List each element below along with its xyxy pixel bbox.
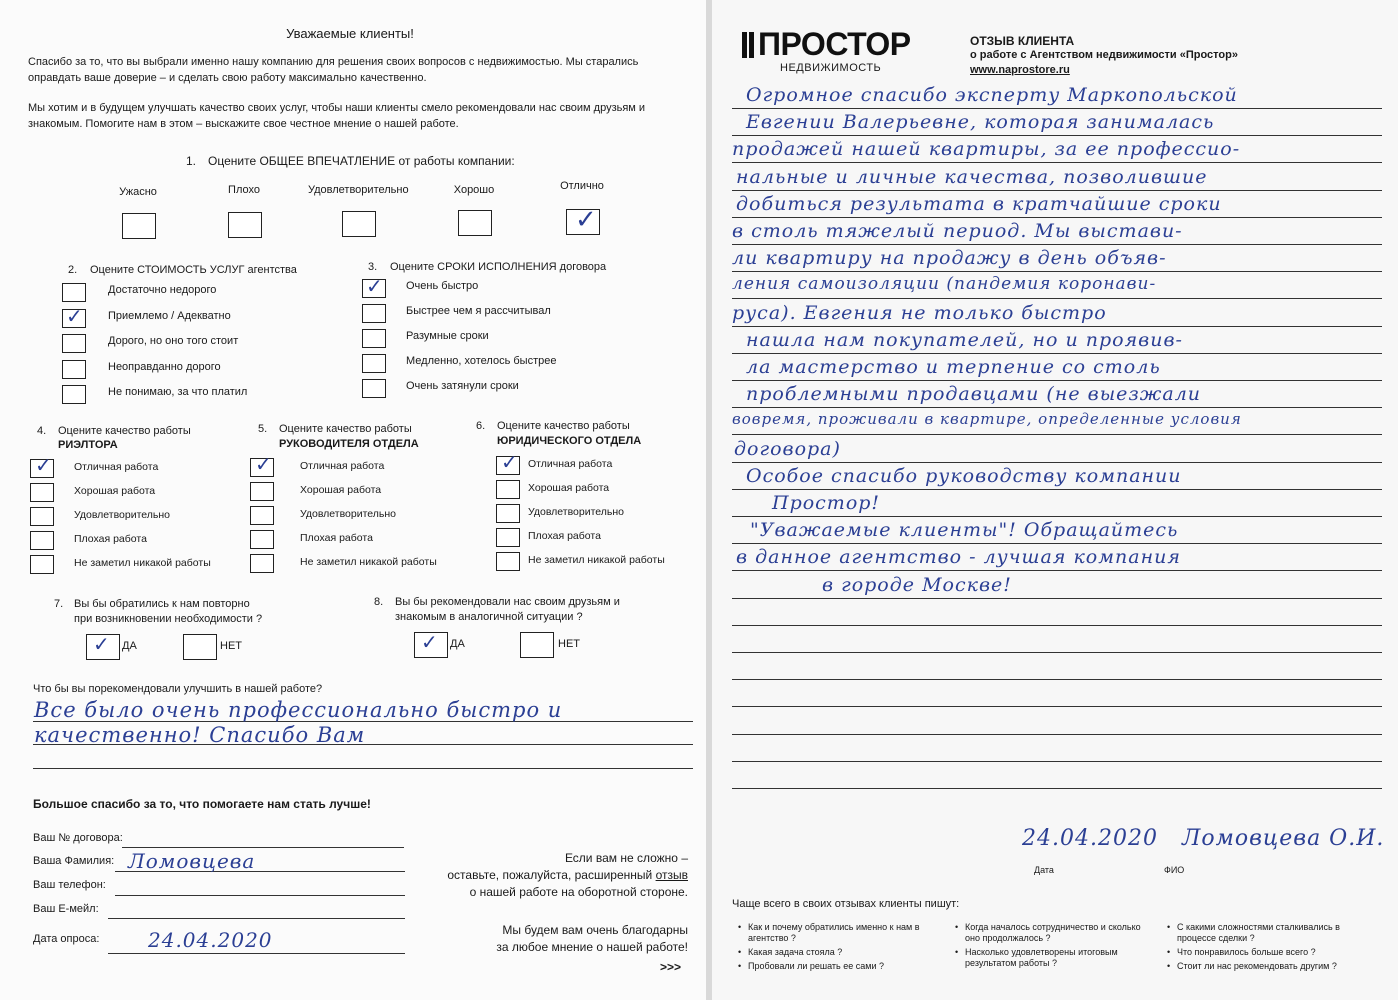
review-ruled-line xyxy=(732,271,1382,272)
review-handwritten-line[interactable]: продажей нашей квартиры, за ее профессио- xyxy=(732,138,1241,160)
review-handwritten-line[interactable]: руса). Евгения не только быстро xyxy=(732,302,1107,324)
q6-option-label: Плохая работа xyxy=(528,530,601,542)
q5-option-checkbox[interactable] xyxy=(250,482,274,501)
extended-review-note xyxy=(420,850,688,901)
grateful-line-1: Мы будем вам очень благодарны xyxy=(502,923,688,937)
review-handwritten-line[interactable]: Евгении Валерьевне, которая занималась xyxy=(746,111,1215,133)
email-field[interactable] xyxy=(108,918,405,919)
q7-yes-checkbox[interactable]: ✓ xyxy=(86,634,120,660)
review-handwritten-line[interactable]: договора) xyxy=(734,438,841,460)
q1-option-checkbox[interactable] xyxy=(342,211,376,237)
review-ruled-line xyxy=(732,761,1382,762)
q4-option-checkbox[interactable] xyxy=(30,455,54,478)
q1-option-label: Хорошо xyxy=(453,184,495,196)
improve-answer-line-2[interactable]: качественно! Спасибо Вам xyxy=(34,723,366,747)
q7-no-label: НЕТ xyxy=(220,640,242,652)
q4-option-label: Удовлетворительно xyxy=(74,509,171,521)
q5-option-checkbox[interactable] xyxy=(250,454,274,477)
review-page xyxy=(712,0,1398,1000)
check-mark-icon: ✓ xyxy=(501,452,518,474)
q1-option-label: Ужасно xyxy=(119,186,157,198)
review-handwritten-line[interactable]: вовремя, проживали в квартире, определенные условия xyxy=(732,410,1242,428)
logo-wordmark: ПРОСТОР xyxy=(758,26,911,62)
date-caption: Дата xyxy=(1034,865,1054,875)
q8-yes-checkbox[interactable]: ✓ xyxy=(414,632,448,658)
q3-option-label: Очень затянули сроки xyxy=(406,380,519,392)
q2-option-label: Не понимаю, за что платил xyxy=(108,386,248,398)
q5-option-checkbox[interactable] xyxy=(250,506,274,525)
q5-option-label: Удовлетворительно xyxy=(300,508,397,520)
q5-title: Оцените качество работы xyxy=(279,423,412,435)
review-handwritten-line[interactable]: в столь тяжелый период. Мы выстави- xyxy=(732,220,1183,242)
check-mark-icon: ✓ xyxy=(366,276,383,298)
q5-option-checkbox[interactable] xyxy=(250,554,274,573)
q2-option-checkbox[interactable] xyxy=(62,283,86,302)
footer-bullet-item: • Насколько удовлетворены итоговым результатом работы ? xyxy=(955,947,1145,969)
q3-option-label: Очень быстро xyxy=(406,280,479,292)
signature-date[interactable]: 24.04.2020 xyxy=(1022,826,1158,851)
note-line-2-text: оставьте, пожалуйста, расширенный xyxy=(447,868,653,882)
review-ruled-line xyxy=(732,734,1382,735)
q5-option-label: Плохая работа xyxy=(300,532,373,544)
thanks-line: Большое спасибо за то, что помогаете нам стать лучше! xyxy=(33,797,371,811)
review-link[interactable]: отзыв xyxy=(655,868,688,882)
q8-number: 8. xyxy=(374,596,384,608)
review-handwritten-line[interactable]: нашла нам покупателей, но и проявив- xyxy=(746,329,1183,351)
date-field[interactable]: 24.04.2020 xyxy=(148,928,273,952)
review-handwritten-line[interactable]: добиться результата в кратчайшие сроки xyxy=(736,193,1222,215)
q3-option-checkbox[interactable] xyxy=(362,304,386,323)
q8-title: Вы бы рекомендовали нас своим друзьям и xyxy=(395,596,620,608)
intro-paragraph-2: Мы хотим и в будущем улучшать качество своих услуг, чтобы наши клиенты смело рекомендовали нас своим друзьям и знакомым. Помогите нам в этом – выскажите свое честное мнение о нашей работе. xyxy=(28,102,646,130)
q3-title: Оцените СРОКИ ИСПОЛНЕНИЯ договора xyxy=(390,261,607,273)
review-ruled-line xyxy=(732,516,1382,517)
footer-bullet-item: • С какими сложностями сталкивались в процессе сделки ? xyxy=(1167,922,1357,944)
q4-option-label: Отличная работа xyxy=(74,461,159,473)
q6-title: Оцените качество работы xyxy=(497,420,630,432)
q7-title: Вы бы обратились к нам повторно xyxy=(74,598,250,610)
review-ruled-line xyxy=(732,598,1382,599)
q2-number: 2. xyxy=(68,264,78,276)
review-ruled-line xyxy=(732,380,1382,381)
review-handwritten-line[interactable]: "Уважаемые клиенты"! Обращайтесь xyxy=(750,519,1179,541)
footer-title: Чаще всего в своих отзывах клиенты пишут: xyxy=(732,898,960,910)
q1-option-label: Плохо xyxy=(228,184,260,196)
q2-option-checkbox[interactable] xyxy=(62,360,86,379)
q4-option-label: Плохая работа xyxy=(74,533,147,545)
q6-option-label: Хорошая работа xyxy=(528,482,610,494)
q7-title-2: при возникновении необходимости ? xyxy=(74,613,263,625)
check-mark-icon: ✓ xyxy=(66,305,83,328)
q6-option-label: Не заметил никакой работы xyxy=(528,554,665,566)
q4-option-label: Не заметил никакой работы xyxy=(74,557,211,569)
q2-option-checkbox[interactable] xyxy=(62,334,86,353)
q6-number: 6. xyxy=(476,420,486,432)
q3-number: 3. xyxy=(368,261,378,273)
q2-title: Оцените СТОИМОСТЬ УСЛУГ агентства xyxy=(90,264,297,276)
q6-option-checkbox[interactable] xyxy=(496,452,520,475)
q5-option-checkbox[interactable] xyxy=(250,530,274,549)
q5-option-label: Не заметил никакой работы xyxy=(300,556,437,568)
q1-title: Оцените ОБЩЕЕ ВПЕЧАТЛЕНИЕ от работы компании: xyxy=(208,154,515,168)
q3-option-checkbox[interactable] xyxy=(362,276,386,298)
review-handwritten-line[interactable]: Особое спасибо руководству компании xyxy=(746,465,1182,487)
phone-label: Ваш телефон: xyxy=(33,879,106,891)
surname-label: Ваша Фамилия: xyxy=(33,855,115,867)
review-ruled-line xyxy=(732,298,1382,299)
email-label: Ваш Е-мейл: xyxy=(33,903,99,915)
q4-option-label: Хорошая работа xyxy=(74,485,156,497)
review-handwritten-line[interactable]: ления самоизоляции (пандемия коронави- xyxy=(732,274,1157,294)
q5-number: 5. xyxy=(258,423,268,435)
review-header-subtitle: о работе с Агентством недвижимости «Простор» xyxy=(970,49,1238,61)
footer-column-2 xyxy=(955,922,1145,972)
intro-paragraph-1: Спасибо за то, что вы выбрали именно нашу компанию для решения своих вопросов с недвижимостью. Мы старались оправдать ваше доверие – и сделать свою работу максимально качественно. xyxy=(28,56,639,84)
q4-number: 4. xyxy=(37,425,47,437)
q1-number: 1. xyxy=(186,154,197,168)
q1-option-checkbox[interactable] xyxy=(228,212,262,238)
q1-option-label: Удовлетворительно xyxy=(308,184,409,196)
q2-option-label: Достаточно недорого xyxy=(108,284,217,296)
review-ruled-line xyxy=(732,407,1382,408)
review-ruled-line xyxy=(732,135,1382,136)
q4-option-checkbox[interactable] xyxy=(30,507,54,526)
contract-field[interactable] xyxy=(122,847,404,848)
review-ruled-line xyxy=(732,679,1382,680)
grateful-line-2: за любое мнение о нашей работе! xyxy=(496,940,688,954)
review-handwritten-line[interactable]: ла мастерство и терпение со столь xyxy=(746,356,1161,378)
review-handwritten-line[interactable]: нальные и личные качества, позволившие xyxy=(736,166,1208,188)
review-header-title: ОТЗЫВ КЛИЕНТА xyxy=(970,34,1075,48)
review-handwritten-line[interactable]: в городе Москве! xyxy=(822,574,1012,596)
q6-option-checkbox[interactable] xyxy=(496,504,520,523)
review-ruled-line xyxy=(732,162,1382,163)
q5-subject: РУКОВОДИТЕЛЯ ОТДЕЛА xyxy=(279,438,419,450)
q2-option-checkbox[interactable] xyxy=(62,305,86,328)
q4-option-checkbox[interactable] xyxy=(30,555,54,574)
q6-option-checkbox[interactable] xyxy=(496,480,520,499)
footer-bullet-item: • Как и почему обратились именно к нам в агентство ? xyxy=(738,922,928,944)
q2-option-label: Неоправданно дорого xyxy=(108,360,221,373)
q8-no-label: НЕТ xyxy=(558,638,580,650)
q3-option-checkbox[interactable] xyxy=(362,329,386,348)
review-ruled-line xyxy=(732,434,1382,435)
q8-title-2: знакомым в аналогичной ситуации ? xyxy=(395,611,583,623)
q1-option-checkbox[interactable] xyxy=(122,213,156,239)
review-handwritten-line[interactable]: ли квартиру на продажу в день объяв- xyxy=(732,247,1167,269)
date-label: Дата опроса: xyxy=(33,933,100,945)
q4-subject: РИЭЛТОРА xyxy=(58,439,118,451)
signature-name[interactable]: Ломовцева О.И. xyxy=(1182,826,1385,851)
q5-option-label: Хорошая работа xyxy=(300,484,382,496)
review-handwritten-line[interactable]: в данное агентство - лучшая компания xyxy=(736,546,1181,568)
review-ruled-line xyxy=(732,543,1382,544)
review-ruled-line xyxy=(732,462,1382,463)
next-arrows[interactable]: >>> xyxy=(660,960,682,974)
review-handwritten-line[interactable]: проблемными продавцами (не выезжали xyxy=(746,383,1202,405)
q2-option-label: Дорого, но оно того стоит xyxy=(108,335,239,347)
note-line-1: Если вам не сложно – xyxy=(564,851,688,865)
q2-option-label: Приемлемо / Адекватно xyxy=(108,309,231,322)
footer-column-3 xyxy=(1167,922,1357,975)
review-ruled-line xyxy=(732,570,1382,571)
review-ruled-line xyxy=(732,326,1382,327)
logo-subtitle: НЕДВИЖИМОСТЬ xyxy=(780,62,882,74)
q2-option-checkbox[interactable] xyxy=(62,385,86,404)
q4-title: Оцените качество работы xyxy=(58,425,191,437)
footer-bullet-item: • Какая задача стояла ? xyxy=(738,947,928,958)
q6-option-checkbox[interactable] xyxy=(496,552,520,571)
q3-option-checkbox[interactable] xyxy=(362,379,386,398)
q3-option-label: Медленно, хотелось быстрее xyxy=(406,355,557,367)
q4-option-checkbox[interactable] xyxy=(30,483,54,502)
q8-yes-label: ДА xyxy=(450,638,465,650)
q7-number: 7. xyxy=(54,598,64,610)
q6-option-label: Отличная работа xyxy=(528,458,613,470)
review-ruled-line xyxy=(732,244,1382,245)
q1-option-checkbox[interactable] xyxy=(566,204,600,235)
review-ruled-line xyxy=(732,652,1382,653)
footer-bullet-item: • Что понравилось больше всего ? xyxy=(1167,947,1357,958)
review-ruled-line xyxy=(732,706,1382,707)
q7-no-checkbox[interactable] xyxy=(183,634,217,660)
q3-option-label: Быстрее чем я рассчитывал xyxy=(406,305,551,317)
q6-option-label: Удовлетворительно xyxy=(528,506,625,518)
contract-label: Ваш № договора: xyxy=(33,832,123,844)
fio-caption: ФИО xyxy=(1164,865,1185,875)
note-line-3: о нашей работе на оборотной стороне. xyxy=(469,885,688,899)
footer-bullet-item: • Стоит ли нас рекомендовать другим ? xyxy=(1167,961,1357,972)
check-mark-icon: ✓ xyxy=(575,204,597,234)
q4-option-checkbox[interactable] xyxy=(30,531,54,550)
review-ruled-line xyxy=(732,489,1382,490)
review-ruled-line xyxy=(732,353,1382,354)
review-ruled-line xyxy=(732,217,1382,218)
q1-option-label: Отлично xyxy=(560,180,604,192)
footer-column-1 xyxy=(738,922,928,975)
review-handwritten-line[interactable]: Огромное спасибо эксперту Маркопольской xyxy=(746,84,1238,106)
review-ruled-line xyxy=(732,625,1382,626)
review-ruled-line xyxy=(732,190,1382,191)
improve-answer-line-1[interactable]: Все было очень профессионально быстро и xyxy=(34,698,563,722)
q8-no-checkbox[interactable] xyxy=(520,632,554,658)
improve-question: Что бы вы порекомендовали улучшить в нашей работе? xyxy=(33,683,323,695)
surname-field[interactable]: Ломовцева xyxy=(128,849,256,873)
q5-option-label: Отличная работа xyxy=(300,460,385,472)
q7-yes-label: ДА xyxy=(122,640,137,652)
agency-url[interactable]: www.naprostore.ru xyxy=(970,64,1070,76)
q6-option-checkbox[interactable] xyxy=(496,528,520,547)
footer-bullet-item: • Пробовали ли решать ее сами ? xyxy=(738,961,928,972)
q1-option-checkbox[interactable] xyxy=(458,210,492,236)
q6-subject: ЮРИДИЧЕСКОГО ОТДЕЛА xyxy=(497,435,642,447)
check-mark-icon: ✓ xyxy=(255,454,272,476)
survey-heading: Уважаемые клиенты! xyxy=(286,26,414,41)
check-mark-icon: ✓ xyxy=(35,455,52,477)
review-ruled-line xyxy=(732,788,1382,789)
review-handwritten-line[interactable]: Простор! xyxy=(772,492,881,514)
review-ruled-line xyxy=(732,108,1382,109)
phone-field[interactable] xyxy=(115,895,405,896)
footer-bullet-item: • Когда началось сотрудничество и сколько оно продолжалось ? xyxy=(955,922,1145,944)
q3-option-label: Разумные сроки xyxy=(406,330,489,342)
note-line-2 xyxy=(420,867,688,884)
q3-option-checkbox[interactable] xyxy=(362,354,386,373)
grateful-note xyxy=(420,922,688,956)
